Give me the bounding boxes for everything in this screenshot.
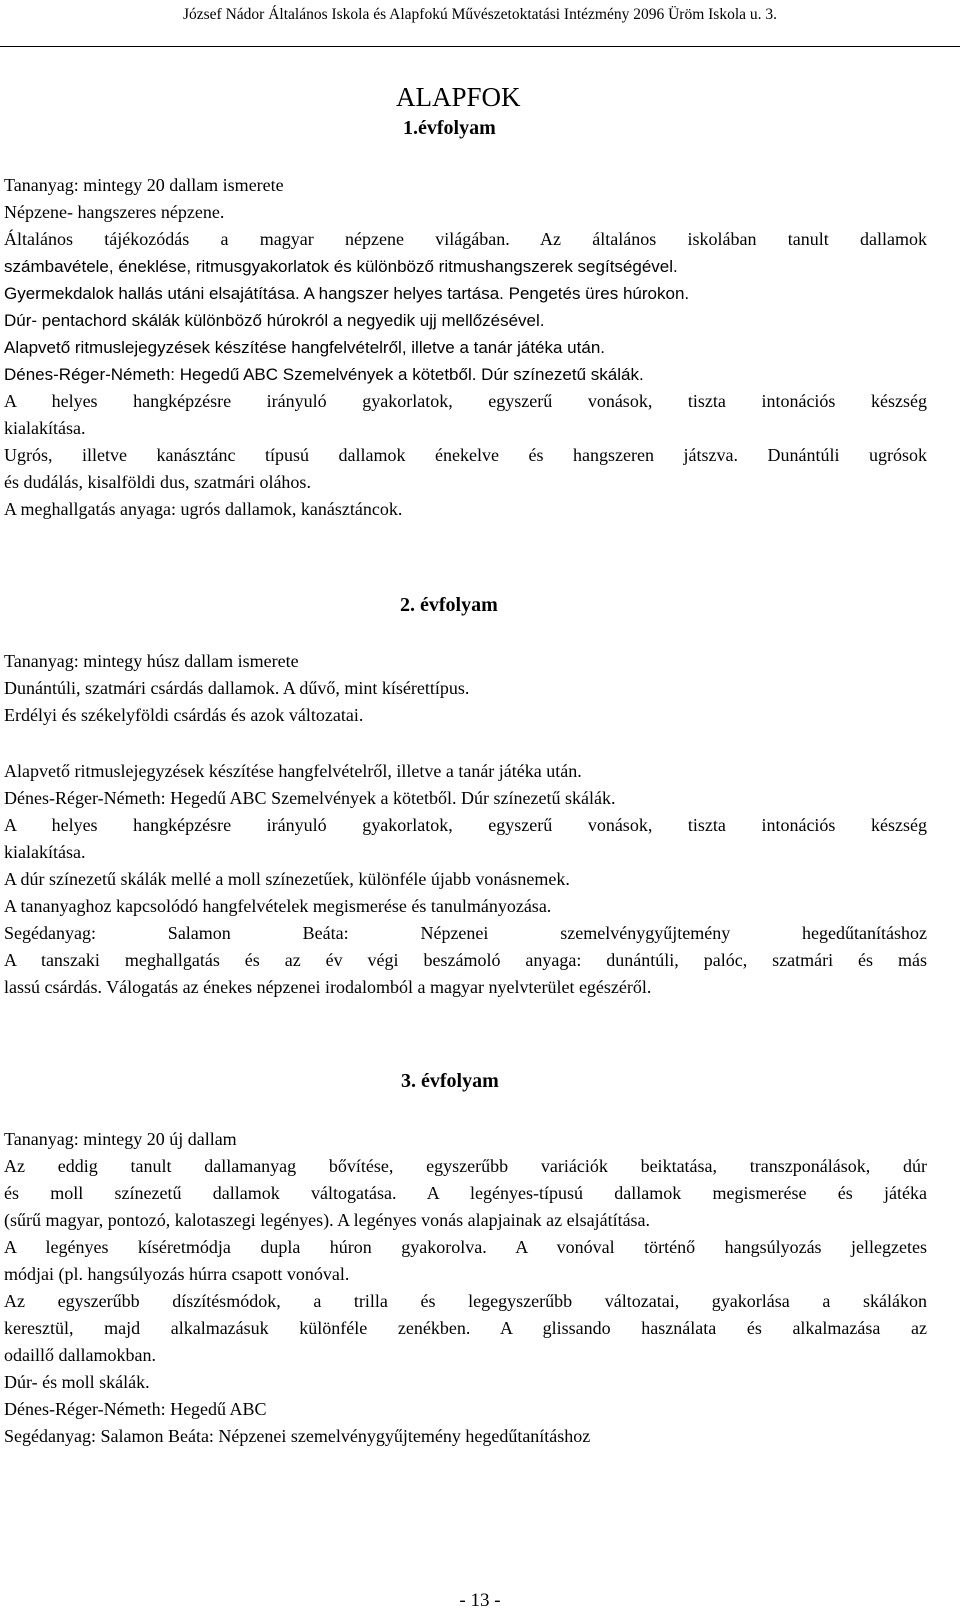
year3-line-1: Tananyag: mintegy 20 új dallam <box>4 1129 237 1149</box>
year1-line-10: kialakítása. <box>4 418 86 438</box>
level-title: ALAPFOK <box>396 82 521 112</box>
year3-line-4: (sűrű magyar, pontozó, kalotaszegi legényes). A legényes vonás alapjainak az elsajátítása. <box>4 1210 651 1230</box>
year1-line-1: Tananyag: mintegy 20 dallam ismerete <box>4 175 284 195</box>
year3-line-2: Az eddig tanult dallamanyag bővítése, egyszerűbb variációk beiktatása, transzponálások, dúr <box>4 1156 927 1176</box>
year1-line-12: és dudálás, kisalföldi dus, szatmári oláhos. <box>4 472 311 492</box>
year3-line-11: Dénes-Réger-Németh: Hegedű ABC <box>4 1399 267 1419</box>
year1-line-5: Gyermekdalok hallás utáni elsajátítása. A hangszer helyes tartása. Pengetés üres húrokon. <box>4 284 690 303</box>
year2-line-5: Dénes-Réger-Németh: Hegedű ABC Szemelvények a kötetből. Dúr színezetű skálák. <box>4 788 616 808</box>
year2-line-7: kialakítása. <box>4 842 86 862</box>
year3-line-7: Az egyszerűbb díszítésmódok, a trilla és legegyszerűbb változatai, gyakorlása a skálákon <box>4 1291 927 1311</box>
year2-line-1: Tananyag: mintegy húsz dallam ismerete <box>4 651 299 671</box>
year1-line-13: A meghallgatás anyaga: ugrós dallamok, kanásztáncok. <box>4 499 403 519</box>
year2-line-9: A tananyaghoz kapcsolódó hangfelvételek megismerése és tanulmányozása. <box>4 896 552 916</box>
year1-line-8: Dénes-Réger-Németh: Hegedű ABC Szemelvények a kötetből. Dúr színezetű skálák. <box>4 365 644 384</box>
year2-line-3: Erdélyi és székelyföldi csárdás és azok változatai. <box>4 705 364 725</box>
year3-section <box>4 1126 927 1450</box>
year2-title: 2. évfolyam <box>400 594 498 616</box>
year2-line-2: Dunántúli, szatmári csárdás dallamok. A dűvő, mint kísérettípus. <box>4 678 470 698</box>
page-number: - 13 - <box>459 1590 501 1611</box>
year3-title: 3. évfolyam <box>401 1070 499 1092</box>
year3-line-8: keresztül, majd alkalmazásuk különféle zenékben. A glissando használata és alkalmazása az <box>4 1318 927 1338</box>
year1-line-3: Általános tájékozódás a magyar népzene világában. Az általános iskolában tanult dallamok <box>4 229 927 249</box>
year2-line-12: lassú csárdás. Válogatás az énekes népzenei irodalomból a magyar nyelvterület egészéről. <box>4 977 652 997</box>
year1-line-2: Népzene- hangszeres népzene. <box>4 202 225 222</box>
year2-section <box>4 648 927 729</box>
year3-line-9: odaillő dallamokban. <box>4 1345 156 1365</box>
year2-line-11: A tanszaki meghallgatás és az év végi beszámoló anyaga: dunántúli, palóc, szatmári és más <box>4 950 927 970</box>
year2-line-6: A helyes hangképzésre irányuló gyakorlatok, egyszerű vonások, tiszta intonációs készség <box>4 815 927 835</box>
year2-line-8: A dúr színezetű skálák mellé a moll színezetűek, különféle újabb vonásnemek. <box>4 869 570 889</box>
year2-line-4: Alapvető ritmuslejegyzések készítése hangfelvételről, illetve a tanár játéka után. <box>4 761 582 781</box>
header-rule <box>0 46 960 47</box>
year1-line-6: Dúr- pentachord skálák különböző húrokról a negyedik ujj mellőzésével. <box>4 311 545 330</box>
year3-line-12: Segédanyag: Salamon Beáta: Népzenei szemelvénygyűjtemény hegedűtanításhoz <box>4 1426 591 1446</box>
year1-title: 1.évfolyam <box>403 117 496 139</box>
year3-line-6: módjai (pl. hangsúlyozás húrra csapott vonóval. <box>4 1264 350 1284</box>
year1-line-11: Ugrós, illetve kanásztánc típusú dallamok énekelve és hangszeren játszva. Dunántúli ugrósok <box>4 445 927 465</box>
year1-section <box>4 172 927 523</box>
year1-line-7: Alapvető ritmuslejegyzések készítése hangfelvételről, illetve a tanár játéka után. <box>4 338 605 357</box>
page-header: József Nádor Általános Iskola és Alapfokú Művészetoktatási Intézmény 2096 Üröm Iskola u. 3. <box>182 6 778 23</box>
year1-line-9: A helyes hangképzésre irányuló gyakorlatok, egyszerű vonások, tiszta intonációs készség <box>4 391 927 411</box>
year3-line-3: és moll színezetű dallamok váltogatása. A legényes-típusú dallamok megismerése és játéka <box>4 1183 927 1203</box>
year1-line-4: számbavétele, éneklése, ritmusgyakorlatok és különböző ritmushangszerek segítségével. <box>4 257 678 276</box>
year3-line-5: A legényes kíséretmódja dupla húron gyakorolva. A vonóval történő hangsúlyozás jellegzetes <box>4 1237 927 1257</box>
year3-line-10: Dúr- és moll skálák. <box>4 1372 150 1392</box>
year2-line-10: Segédanyag: Salamon Beáta: Népzenei szemelvénygyűjtemény hegedűtanításhoz <box>4 923 927 943</box>
year2-section-b <box>4 758 927 1001</box>
